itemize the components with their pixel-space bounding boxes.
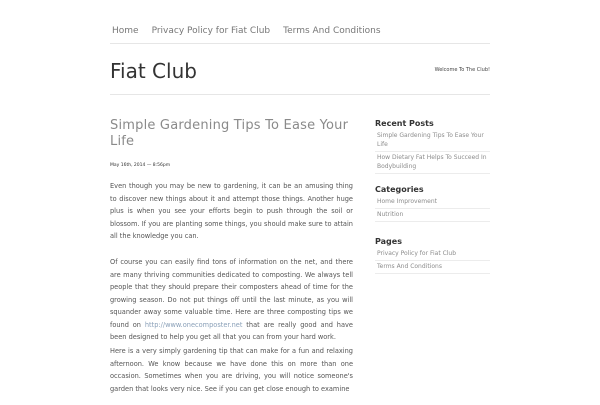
category-item-nutrition[interactable]: Nutrition	[375, 209, 490, 222]
post-paragraph-1: Even though you may be new to gardening, it can be an amusing thing to discover new things about it and attempt those things. Another huge plus is when you see your efforts begin to push through the soil or blossom. If you are planting some things, you should make sure to attain all the knowledge you can.	[110, 182, 353, 240]
categories-list	[375, 196, 490, 222]
composter-link[interactable]: http://www.onecomposter.net	[144, 320, 243, 329]
categories-title: Categories	[375, 185, 424, 194]
page-wrapper	[110, 0, 490, 400]
recent-posts-list	[375, 130, 490, 174]
pages-widget	[375, 237, 490, 274]
post-title[interactable]: Simple Gardening Tips To Ease Your Life	[110, 118, 349, 149]
header-top-divider	[110, 43, 490, 44]
nav-terms-link[interactable]: Terms And Conditions	[283, 26, 381, 36]
page-item-terms[interactable]: Terms And Conditions	[375, 261, 490, 274]
top-navigation	[110, 22, 394, 40]
post-date: May 16th, 2014 — 8:56pm	[110, 163, 171, 168]
paragraph-2-text-start: Of course you can easily find tons of information on the net, and there are many thriving communities dedicated to composting. We always tell people that they should prepare their composters ahead of time for the growing season. Do not put things off until the last minute, as you will squander away some valuable time. Here are three composting tips we found on	[110, 258, 353, 329]
sidebar	[375, 119, 490, 274]
categories-widget	[375, 185, 490, 237]
site-title[interactable]: Fiat Club	[110, 59, 197, 83]
recent-post-item[interactable]: Simple Gardening Tips To Ease Your Life	[375, 130, 490, 152]
post-content	[110, 118, 353, 405]
post-paragraph-3: Here is a very simply gardening tip that can make for a fun and relaxing afternoon. We know because we have done this on more than one occasion. Sometimes when you are driving, you will notice someone's garden that looks very nice. See if you can get close enough to examine	[110, 347, 353, 393]
recent-post-item[interactable]: How Dietary Fat Helps To Succeed In Bodybuilding	[375, 152, 490, 174]
paragraph-2-text-end: that are really good and have been designed to help you get all that you can from your hard work.	[110, 320, 353, 341]
nav-home-link[interactable]: Home	[112, 26, 139, 36]
post-paragraph-2	[110, 256, 353, 341]
page-item-privacy-policy[interactable]: Privacy Policy for Fiat Club	[375, 248, 490, 261]
site-tagline: Welcome To The Club!	[434, 67, 490, 73]
pages-list	[375, 248, 490, 274]
recent-posts-widget	[375, 119, 490, 185]
pages-title: Pages	[375, 237, 402, 246]
nav-privacy-policy-link[interactable]: Privacy Policy for Fiat Club	[151, 26, 271, 36]
recent-posts-title: Recent Posts	[375, 119, 434, 128]
category-item-home-improvement[interactable]: Home Improvement	[375, 196, 490, 209]
header-bottom-divider	[110, 94, 490, 95]
